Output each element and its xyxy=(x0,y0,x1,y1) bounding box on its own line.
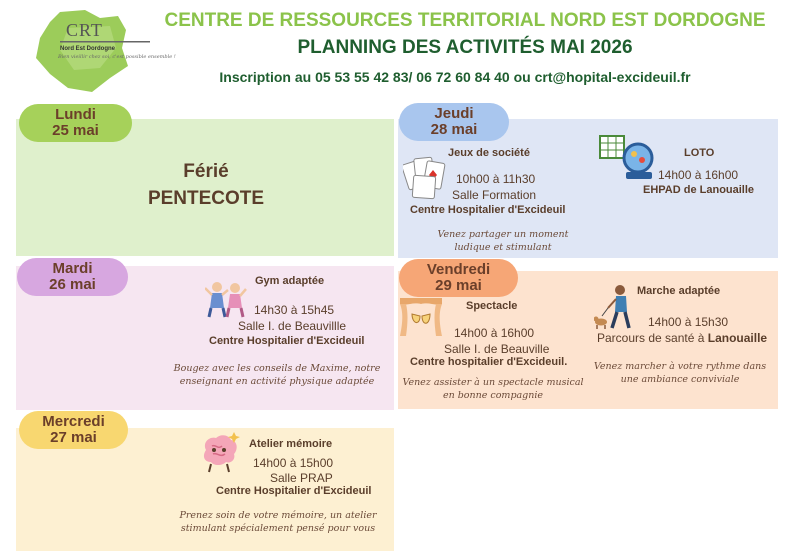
jeudi-activity-1-desc: Venez partager un moment ludique et stimulant xyxy=(437,229,569,253)
page-title: CENTRE DE RESSOURCES TERRITORIAL NORD EST DORDOGNE xyxy=(164,10,766,31)
walker-icon xyxy=(594,284,634,330)
jeudi-activity-2-time: 14h00 à 16h00 xyxy=(658,168,739,182)
day-date: 26 mai xyxy=(49,276,96,293)
mercredi-activity-title: Atelier mémoire xyxy=(249,438,333,450)
inscription-line: Inscription au 05 53 55 42 83/ 06 72 60 84 40 ou crt@hopital-excideuil.fr xyxy=(219,69,691,85)
vendredi-activity-2-title: Marche adaptée xyxy=(637,285,721,297)
day-name: Mercredi xyxy=(42,413,105,430)
jeudi-activity-1-place: Salle Formation xyxy=(452,188,537,202)
holiday-block xyxy=(80,158,332,212)
brain-icon xyxy=(198,432,240,474)
day-date: 29 mai xyxy=(435,277,482,294)
logo-tagline: Bien vieillir chez soi, c'est possible ensemble ! xyxy=(58,54,176,60)
vendredi-activity-2-place xyxy=(597,331,767,345)
day-name: Mardi xyxy=(52,260,93,277)
theater-icon xyxy=(400,296,442,338)
cards-icon xyxy=(403,152,451,200)
mardi-activity-title: Gym adaptée xyxy=(255,275,325,287)
day-tag-mercredi xyxy=(19,411,128,449)
logo-divider xyxy=(60,41,150,44)
mercredi-activity-time: 14h00 à 15h00 xyxy=(253,456,334,470)
jeudi-activity-2-title: LOTO xyxy=(684,147,715,159)
gym-icon xyxy=(205,280,247,318)
jeudi-activity-2-org: EHPAD de Lanouaille xyxy=(643,184,755,196)
logo-subtitle: Nord Est Dordogne xyxy=(60,46,115,52)
vendredi-activity-1-desc: Venez assister à un spectacle musical en bonne compagnie xyxy=(402,377,584,401)
jeudi-activity-1-org: Centre Hospitalier d'Excideuil xyxy=(410,204,566,216)
jeudi-activity-1-time: 10h00 à 11h30 xyxy=(456,172,536,186)
vendredi-activity-1-title: Spectacle xyxy=(466,300,518,312)
day-tag-jeudi xyxy=(399,103,509,141)
day-name: Lundi xyxy=(55,106,96,123)
day-date: 27 mai xyxy=(50,429,97,446)
vendredi-activity-1-org: Centre hospitalier d'Excideuil. xyxy=(410,356,568,368)
holiday-name: PENTECOTE xyxy=(147,188,265,209)
day-tag-mardi xyxy=(17,258,128,296)
mardi-activity-desc: Bougez avec les conseils de Maxime, notre enseignant en activité physique adaptée xyxy=(173,363,381,387)
vendredi-activity-1-time: 14h00 à 16h00 xyxy=(454,326,535,340)
mardi-activity-time: 14h30 à 15h45 xyxy=(254,303,335,317)
mardi-activity-place: Salle I. de Beauvillle xyxy=(238,319,347,333)
place-prefix: Parcours de santé à xyxy=(597,331,708,345)
day-tag-vendredi xyxy=(399,259,518,297)
vendredi-activity-2-desc: Venez marcher à votre rythme dans une ambiance conviviale xyxy=(593,361,767,385)
jeudi-activity-1-title: Jeux de société xyxy=(448,147,530,159)
logo-name: CRT xyxy=(66,20,103,40)
place-bold: Lanouaille xyxy=(707,331,768,345)
mardi-activity-org: Centre Hospitalier d'Excideuil xyxy=(209,335,365,347)
mercredi-activity-desc: Prenez soin de votre mémoire, un atelier stimulant spécialement pensé pour vous xyxy=(179,510,377,534)
bingo-icon xyxy=(598,134,656,182)
vendredi-activity-1-place: Salle I. de Beauville xyxy=(444,342,550,356)
mercredi-activity-place: Salle PRAP xyxy=(270,471,333,485)
day-name: Jeudi xyxy=(434,105,474,122)
day-tag-lundi xyxy=(19,104,132,142)
day-date: 25 mai xyxy=(52,122,99,139)
day-name: Vendredi xyxy=(426,261,491,278)
vendredi-activity-2-time: 14h00 à 15h30 xyxy=(648,315,729,329)
day-date: 28 mai xyxy=(430,121,478,138)
ferie-label: Férié xyxy=(183,161,229,182)
page-subtitle: PLANNING DES ACTIVITÉS MAI 2026 xyxy=(297,37,633,58)
mercredi-activity-org: Centre Hospitalier d'Excideuil xyxy=(216,485,372,497)
